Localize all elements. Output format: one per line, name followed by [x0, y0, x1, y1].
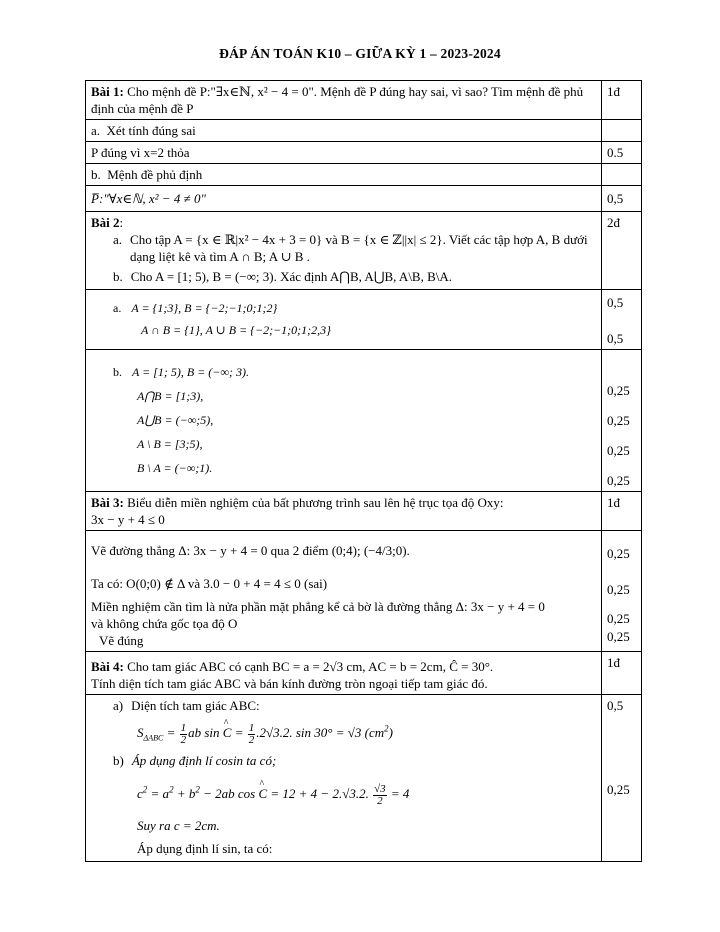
bai1-a-answer: P đúng vì x=2 thỏa: [86, 142, 602, 164]
bai2-sol-b-score-3: 0,25: [607, 443, 630, 458]
bai3-label: Bài 3:: [91, 495, 124, 510]
bai4-cosine-formula: $c^2 = a^2 + b^2 - 2ab$ cos ^ C = 12 + 4 − 2.√3.2. $\frac{√3}{2}$ = 4: [91, 779, 596, 809]
bai2-sol-a-score-1: 0,5: [607, 295, 624, 310]
bai4-text1: Cho tam giác ABC có cạnh BC = a = 2√3 cm, AC = b = 2cm, Ĉ = 30°.: [123, 659, 494, 674]
bai1-a-row: [86, 120, 642, 142]
bai1-text: Cho mệnh đề P:"∃x∈ℕ, x² − 4 = 0". Mệnh đề P đúng hay sai, vì sao? Tìm mệnh đề phủ định của mệnh đề P: [91, 84, 584, 116]
bai1-b-answer: P̅:"∀x∈ℕ, x² − 4 ≠ 0": [86, 186, 602, 212]
bai2-b-label: b.: [113, 269, 123, 284]
bai4-text2: Tính diện tích tam giác ABC và bán kính đường tròn ngoại tiếp tam giác đó.: [91, 676, 488, 691]
bai1-score: 1đ: [602, 81, 642, 120]
bai2-sol-b-line-2: A⋃B = (−∞;5),: [137, 413, 214, 427]
bai1-b-label: b.: [91, 167, 101, 182]
bai4-b-score: 0,25: [607, 782, 630, 797]
bai1-b-text: Mệnh đề phủ định: [107, 167, 203, 182]
bai1-b-row: [86, 164, 642, 186]
bai4-score: 1đ: [602, 652, 642, 695]
bai3-score-4: 0,25: [607, 629, 630, 644]
bai2-sol-b-line-0: A = [1; 5), B = (−∞; 3).: [132, 365, 249, 379]
bai3-text: Biểu diễn miền nghiệm của bất phương trình sau lên hệ trục tọa độ Oxy:: [123, 495, 504, 510]
bai4-b-suy: Suy ra c = 2cm.: [137, 818, 220, 833]
bai1-b-score: 0,5: [602, 186, 642, 212]
bai1-label: Bài 1:: [91, 84, 124, 99]
bai2-sol-b-line-3: A \ B = [3;5),: [137, 437, 203, 451]
bai4-label: Bài 4:: [91, 659, 124, 674]
bai1-b-answer-row: [86, 186, 642, 212]
bai2-sol-b-score-2: 0,25: [607, 413, 630, 428]
bai1-question-row: [86, 81, 642, 120]
bai3-score-2: 0,25: [607, 582, 630, 597]
bai2-sol-a-line1: A = {1;3}, B = {−2;−1;0;1;2}: [131, 301, 278, 315]
bai2-b-text: Cho A = [1; 5), B = (−∞; 3). Xác định A⋂B, A⋃B, A\B, B\A.: [130, 269, 453, 284]
bai4-area-formula: $S_{\Delta ABC}$ = $\frac{1}{2}$ ab sin ^ C = $\frac{1}{2}$ .2√3.2. sin 30° = √3 $(cm^2)$: [91, 720, 596, 746]
bai4-a-score: 0,5: [607, 698, 624, 713]
bai2-a-label: a.: [113, 232, 123, 247]
bai4-a-text: Diện tích tam giác ABC:: [131, 698, 260, 713]
bai4-b-text: Áp dụng định lí cosin ta có;: [131, 753, 277, 768]
bai1-a-score: 0.5: [602, 142, 642, 164]
bai3-inequality: 3x − y + 4 ≤ 0: [91, 512, 165, 527]
bai3-line1: Vẽ đường thẳng Δ: 3x − y + 4 = 0 qua 2 điểm (0;4); (−4/3;0).: [91, 543, 410, 558]
bai1-a-label: a.: [91, 123, 101, 138]
bai2-sol-a-line2: A ∩ B = {1}, A ∪ B = {−2;−1;0;1;2,3}: [141, 323, 331, 337]
bai2-sol-b-label: b.: [113, 365, 122, 379]
bai4-b-label: b): [113, 753, 124, 768]
bai3-line5: Vẽ đúng: [99, 633, 144, 648]
bai2-sol-b-score-1: 0,25: [607, 383, 630, 398]
bai1-a-text: Xét tính đúng sai: [106, 123, 196, 138]
bai2-question-row: [86, 212, 642, 290]
bai3-line4: và không chứa gốc tọa độ O: [91, 616, 238, 631]
page-title: ĐÁP ÁN TOÁN K10 – GIỮA KỲ 1 – 2023-2024: [219, 46, 501, 61]
bai1-a-answer-row: [86, 142, 642, 164]
bai2-label: Bài 2: [91, 215, 120, 230]
answer-table: [85, 80, 642, 862]
bai4-a-label: a): [113, 698, 124, 713]
bai2-sol-b-row: [86, 350, 642, 492]
bai2-sol-b-line-4: B \ A = (−∞;1).: [137, 461, 213, 475]
bai3-score-1: 0,25: [607, 546, 630, 561]
bai2-score: 2đ: [602, 212, 642, 290]
bai4-solution-row: [86, 695, 642, 862]
bai2-sol-b-score-4: 0,25: [607, 473, 630, 488]
bai4-b-sin: Áp dụng định lí sin, ta có:: [137, 841, 273, 856]
bai3-solution-row: [86, 531, 642, 652]
bai3-line2: Ta có: O(0;0) ∉ Δ và 3.0 − 0 + 4 = 4 ≤ 0 (sai): [91, 576, 328, 591]
bai2-sol-a-row: [86, 290, 642, 350]
bai3-line3: Miền nghiệm cần tìm là nửa phần mặt phẳng kể cả bờ là đường thẳng Δ: 3x − y + 4 = 0: [91, 599, 545, 614]
bai3-score-3: 0,25: [607, 611, 630, 626]
bai2-sol-a-score-2: 0,5: [607, 331, 624, 346]
bai2-sol-a-label: a.: [113, 301, 122, 315]
bai3-score: 1đ: [602, 492, 642, 531]
bai2-sol-b-line-1: A⋂B = [1;3),: [137, 389, 204, 403]
bai2-a-text: Cho tập A = {x ∈ ℝ|x² − 4x + 3 = 0} và B = {x ∈ ℤ||x| ≤ 2}. Viết các tập hợp A, B dưới dạng liệt kê và tìm A ∩ B; A ∪ B .: [130, 232, 588, 264]
bai3-question-row: [86, 492, 642, 531]
bai4-question-row: [86, 652, 642, 695]
bai2-colon: :: [119, 215, 124, 230]
